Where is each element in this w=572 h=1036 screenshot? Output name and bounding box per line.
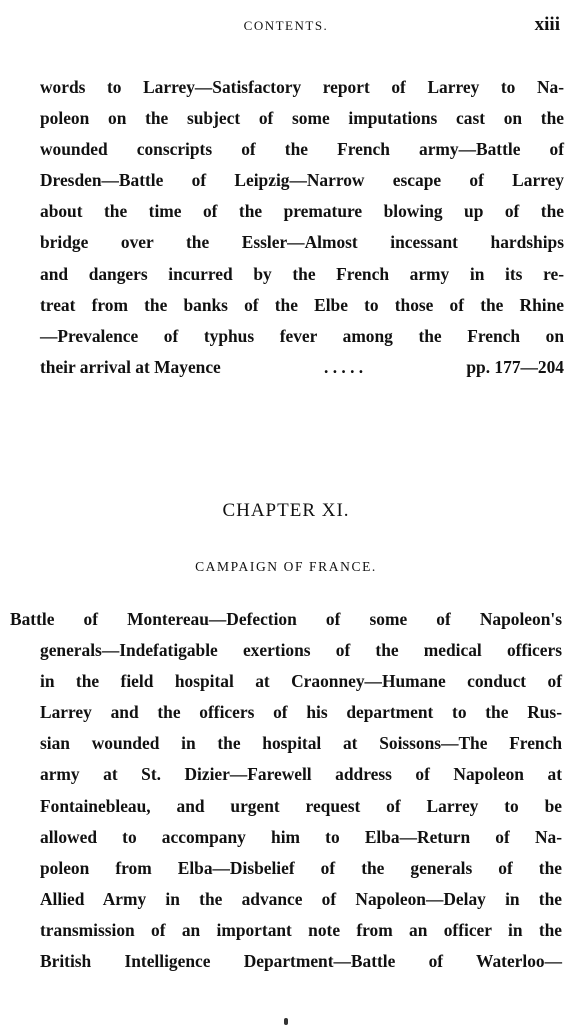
text-line: and dangers incurred by the French army in its re- <box>40 263 564 284</box>
text-line: wounded conscripts of the French army—Battle of <box>40 139 564 160</box>
text-line: army at St. Dizier—Farewell address of Napoleon at <box>40 764 562 785</box>
text-line-first: Battle of Montereau—Defection of some of Napoleon's <box>10 609 562 629</box>
running-title: CONTENTS. <box>243 18 329 33</box>
text-line: transmission of an important note from an officer in the <box>40 919 562 940</box>
text-line: sian wounded in the hospital at Soissons—The French <box>40 733 562 754</box>
chapter-heading: CHAPTER XI. <box>222 500 350 521</box>
text-line: —Prevalence of typhus fever among the French on <box>40 325 564 346</box>
text-line: Allied Army in the advance of Napoleon—Delay in the <box>40 888 562 909</box>
text-line: words to Larrey—Satisfactory report of Larrey to Na- <box>40 77 564 97</box>
toc-entry-end-text: their arrival at Mayence <box>40 356 221 377</box>
running-head <box>0 14 572 38</box>
text-line: British Intelligence Department—Battle of Waterloo— <box>40 951 562 972</box>
contents-entry-continued <box>40 72 564 383</box>
page-range: pp. 177—204 <box>466 356 564 377</box>
contents-entry-chapter-xi <box>10 604 562 977</box>
text-line: bridge over the Essler—Almost incessant hardships <box>40 232 564 253</box>
chapter-subtitle: CAMPAIGN OF FRANCE. <box>195 559 377 574</box>
text-line: treat from the banks of the Elbe to those of the Rhine <box>40 294 564 315</box>
text-line: generals—Indefatigable exertions of the medical officers <box>40 640 562 661</box>
text-line: Fontainebleau, and urgent request of Larrey to be <box>40 795 562 816</box>
text-line: in the field hospital at Craonney—Humane conduct of <box>40 671 562 692</box>
page-number: xiii <box>534 14 560 35</box>
text-line: about the time of the premature blowing up of the <box>40 201 564 222</box>
text-line: allowed to accompany him to Elba—Return of Na- <box>40 826 562 847</box>
text-line: Larrey and the officers of his department to the Rus- <box>40 702 562 723</box>
print-mark <box>284 1018 288 1025</box>
text-line: Dresden—Battle of Leipzig—Narrow escape of Larrey <box>40 170 564 191</box>
text-line: poleon from Elba—Disbelief of the generals of the <box>40 857 562 878</box>
text-line: poleon on the subject of some imputations cast on the <box>40 108 564 129</box>
leader-dots: . . . . . <box>324 356 364 377</box>
toc-page-reference-line <box>40 352 564 383</box>
